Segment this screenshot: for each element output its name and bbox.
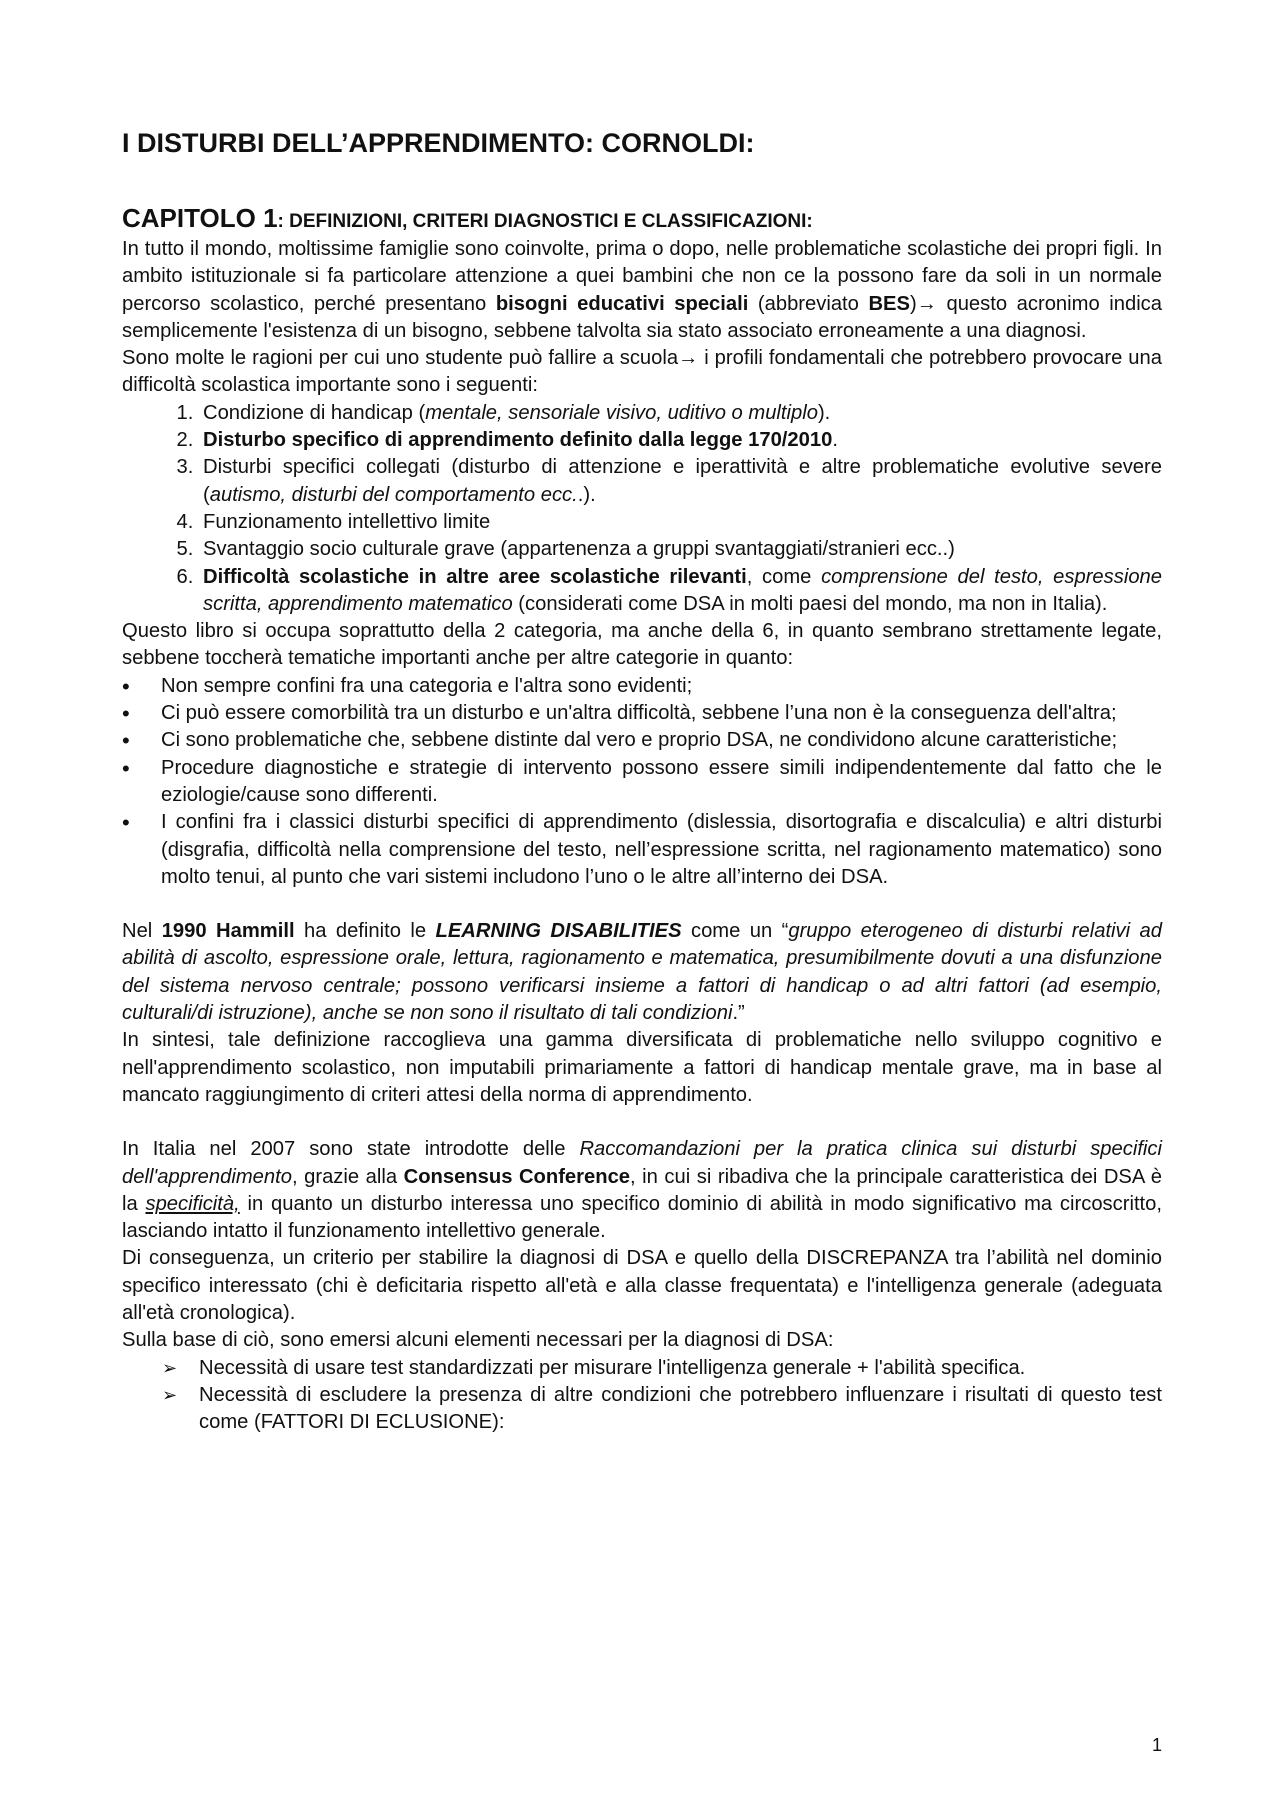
chapter-subtitle: : DEFINIZIONI, CRITERI DIAGNOSTICI E CLASSIFICAZIONI:: [277, 211, 813, 232]
list-item: 6. Difficoltà scolastiche in altre aree scolastiche rilevanti, come comprensione del testo, espressione scritta, apprendimento matematico (considerati come DSA in molti paesi del mondo, ma non in Italia).: [199, 564, 1162, 619]
summary-paragraph: In sintesi, tale definizione raccoglieva una gamma diversificata di problematiche nello sviluppo cognitivo e nell'apprendimento scolastico, non imputabili primariamente a fattori di handicap mentale grave, ma in base al mancato raggiungimento di criteri attesi della norma di apprendimento.: [122, 1029, 1162, 1106]
italy-paragraph: In Italia nel 2007 sono state introdotte delle Raccomandazioni per la pratica clinica sui disturbi specifici dell'apprendimento, grazie alla Consensus Conference, in cui si ribadiva che la principale caratteristica dei DSA è la specificità, in quanto un disturbo interessa uno specifico dominio di abilità in modo significativo ma circoscritto, lasciando intatto il funzionamento intellettivo generale.: [122, 1138, 1163, 1243]
list-item: • Procedure diagnostiche e strategie di intervento possono essere simili indipendentemente dal fatto che le eziologie/cause sono differenti.: [161, 755, 1162, 810]
list-item: 2. Disturbo specifico di apprendimento definito dalla legge 170/2010.: [199, 427, 1162, 454]
elements-intro: Sulla base di ciò, sono emersi alcuni elementi necessari per la diagnosi di DSA:: [122, 1329, 834, 1352]
document-title: I DISTURBI DELL’APPRENDIMENTO: CORNOLDI:: [122, 128, 755, 158]
bullet-list: [122, 673, 1162, 891]
reasons-list: [122, 400, 1162, 618]
bes-acronym: BES: [868, 292, 910, 315]
list-item: ➢ Necessità di escludere la presenza di altre condizioni che potrebbero influenzare i risultati di questo test come (FATTORI DI ECLUSIONE):: [199, 1382, 1162, 1437]
list-item: 3. Disturbi specifici collegati (disturbo di attenzione e iperattività e altre problematiche evolutive severe (autismo, disturbi del comportamento ecc..).: [199, 454, 1162, 509]
bes-term: bisogni educativi speciali: [495, 292, 749, 315]
list-item: • I confini fra i classici disturbi specifici di apprendimento (dislessia, disortografia e discalculia) e altri disturbi (disgrafia, difficoltà nella comprensione del testo, nell’espressione scritta, nel ragionamento matematico) sono molto tenui, al punto che vari sistemi includono l’uno o le altre all’interno dei DSA.: [161, 809, 1162, 891]
page-number: 1: [1152, 1735, 1163, 1755]
document-page: [122, 126, 1162, 1436]
list-item: • Ci sono problematiche che, sebbene distinte dal vero e proprio DSA, ne condividono alcune caratteristiche;: [161, 727, 1162, 754]
reasons-intro: Sono molte le ragioni per cui uno studente può fallire a scuola→ i profili fondamentali che potrebbero provocare una difficoltà scolastica importante sono i seguenti:: [122, 347, 1162, 397]
consequence-paragraph: Di conseguenza, un criterio per stabilire la diagnosi di DSA e quello della DISCREPANZA tra l’abilità nel dominio specifico interessato (chi è deficitaria rispetto all'età e alla classe frequentata) e l'intelligenza generale (adeguata all'età cronologica).: [122, 1247, 1162, 1324]
book-focus-paragraph: Questo libro si occupa soprattutto della 2 categoria, ma anche della 6, in quanto sembrano strettamente legate, sebbene toccherà tematiche importanti anche per altre categorie in quanto:: [122, 620, 1162, 670]
spacer: [122, 891, 1162, 918]
list-item: • Non sempre confini fra una categoria e l'altra sono evidenti;: [161, 673, 1162, 700]
chapter-label: CAPITOLO 1: [122, 203, 278, 233]
spacer: [122, 1109, 1162, 1136]
list-item: 1. Condizione di handicap (mentale, sensoriale visivo, uditivo o multiplo).: [199, 400, 1162, 427]
arrow-list: [122, 1355, 1162, 1437]
hammill-paragraph: Nel 1990 Hammill ha definito le LEARNING DISABILITIES come un “gruppo eterogeneo di disturbi relativi ad abilità di ascolto, espressione orale, lettura, ragionamento e matematica, presumibilmente dovuti a una disfunzione del sistema nervoso centrale; possono verificarsi insieme a fattori di handicap o ad altri fattori (ad esempio, culturali/di istruzione), anche se non sono il risultato di tali condizioni.”: [122, 920, 1162, 1025]
list-item: 4. Funzionamento intellettivo limite: [199, 509, 1162, 536]
intro-paragraph: In tutto il mondo, moltissime famiglie sono coinvolte, prima o dopo, nelle problematiche scolastiche dei propri figli. In ambito istituzionale si fa particolare attenzione a quei bambini che non ce la possono fare da soli in un normale percorso scolastico, perché presentano bisogni educativi speciali (abbreviato BES)→ questo acronimo indica semplicemente l'esistenza di un bisogno, sebbene talvolta sia stato associato erroneamente a una diagnosi.: [122, 238, 1162, 342]
list-item: 5. Svantaggio socio culturale grave (appartenenza a gruppi svantaggiati/stranieri ecc..): [199, 536, 1162, 563]
chapter-heading: [122, 204, 1162, 236]
list-item: ➢ Necessità di usare test standardizzati per misurare l'intelligenza generale + l'abilità specifica.: [199, 1355, 1162, 1382]
list-item: • Ci può essere comorbilità tra un disturbo e un'altra difficoltà, sebbene l’una non è la conseguenza dell'altra;: [161, 700, 1162, 727]
